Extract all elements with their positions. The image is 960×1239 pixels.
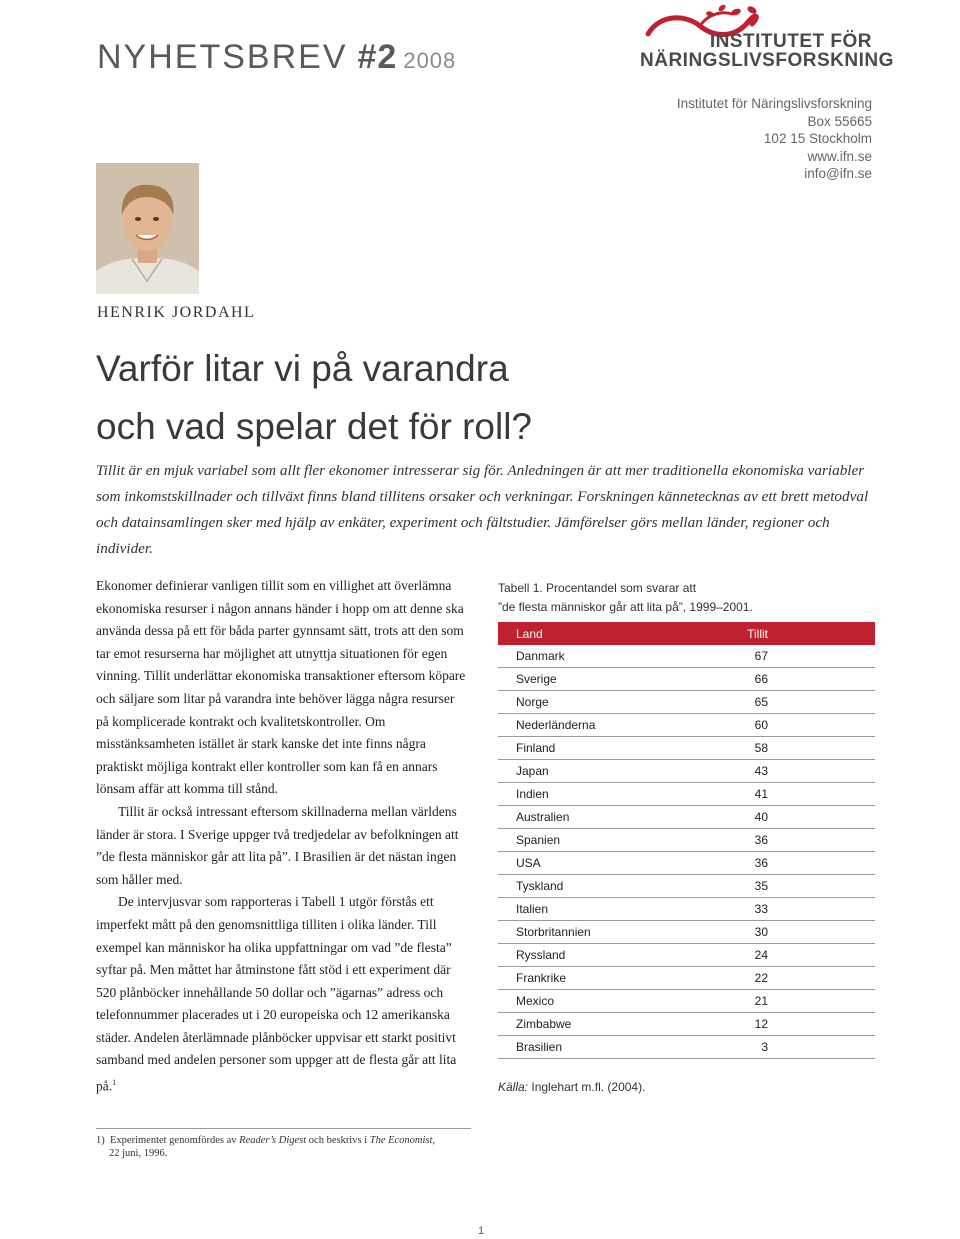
masthead-year: 2008 [403, 48, 457, 73]
table-header-row [498, 622, 875, 645]
logo-wordmark [640, 31, 894, 71]
table-source [498, 1080, 645, 1094]
row-country: Japan [498, 760, 661, 783]
row-value: 3 [661, 1036, 875, 1059]
row-country: Finland [498, 737, 661, 760]
footnote-reference[interactable]: 1 [112, 1078, 117, 1088]
row-country: Italien [498, 898, 661, 921]
article-title [96, 340, 532, 456]
address-name: Institutet för Näringslivsforskning [676, 96, 872, 111]
body-paragraph-1: Ekonomer definierar vanligen tillit som en villighet att överlämna ekonomiska resurser i någon annans händer i hopp om att denne ska använda dessa på ett för båda parter gynnsamt sätt, trots att den som tar emot resurserna har möjlighet att utnyttja situationen för egen vinning. Tillit underlättar ekonomiska transaktioner eftersom köpare och säljare som litar på varandra inte behöver lägga några resurser på komplicerade kontrakt och kvalitetskontroller. Om misstänksamheten istället är stark kanske det inte finns några praktiskt möjliga kontrakt eller kontroller som kan få en annars lönsam affär att komma till stånd. [96, 578, 466, 797]
row-country: Zimbabwe [498, 1013, 661, 1036]
row-value: 58 [661, 737, 875, 760]
trust-table [498, 622, 875, 1059]
row-value: 65 [661, 691, 875, 714]
row-country: Frankrike [498, 967, 661, 990]
author-photo [96, 163, 199, 294]
footnote [96, 1134, 476, 1160]
table-caption [498, 579, 753, 617]
footnote-text-b: och beskrivs i [308, 1135, 368, 1146]
row-country: Tyskland [498, 875, 661, 898]
article-lead: Tillit är en mjuk variabel som allt fler ekonomer intresserar sig för. Anledningen är att mer traditionella ekonomiska variabler som inkomstskillnader och tillväxt finns bland tillitens orsaker och verkningar. Forskningen kännetecknas av ett brett metodval och datainsamlingen sker med hjälp av enkäter, experiment och fältstudier. Jämförelser görs mellan länder, regioner och individer. [96, 462, 869, 557]
source-text: Inglehart m.fl. (2004). [531, 1080, 646, 1094]
table-row [498, 921, 875, 944]
row-value: 36 [661, 852, 875, 875]
title-line2: och vad spelar det för roll? [96, 406, 533, 447]
row-country: Spanien [498, 829, 661, 852]
table-row [498, 898, 875, 921]
footnote-text-c: 22 juni, 1996. [109, 1148, 168, 1159]
footnote-divider [96, 1128, 471, 1129]
body-paragraph-2: Tillit är också intressant eftersom skillnaderna mellan världens länder är stora. I Sverige uppger två tredjedelar av befolkningen att ”de flesta människor går att lita på”. I Brasilien är det nästan ingen som håller med. [96, 803, 459, 887]
masthead-title: NYHETSBREV [97, 38, 348, 76]
table-row [498, 1036, 875, 1059]
row-country: Mexico [498, 990, 661, 1013]
table-row [498, 645, 875, 668]
row-value: 40 [661, 806, 875, 829]
article-body [96, 575, 466, 1098]
row-value: 12 [661, 1013, 875, 1036]
row-value: 30 [661, 921, 875, 944]
address-email-link[interactable]: info@ifn.se [804, 166, 872, 181]
row-value: 43 [661, 760, 875, 783]
footnote-pub1: Reader’s Digest [239, 1135, 307, 1146]
row-value: 36 [661, 829, 875, 852]
row-country: Sverige [498, 668, 661, 691]
body-paragraph-3 [96, 891, 466, 1098]
table-row [498, 783, 875, 806]
table-row [498, 852, 875, 875]
logo-line2: NÄRINGSLIVSFORSKNING [640, 50, 894, 71]
institute-address [677, 95, 872, 183]
footnote-text-a: Experimentet genomfördes av [110, 1135, 237, 1146]
table-row [498, 806, 875, 829]
row-country: Danmark [498, 645, 661, 668]
table-row [498, 691, 875, 714]
table-row [498, 714, 875, 737]
row-country: Brasilien [498, 1036, 661, 1059]
masthead-issue: #2 [357, 38, 398, 76]
address-box: Box 55665 [807, 113, 872, 129]
table-row [498, 668, 875, 691]
row-value: 35 [661, 875, 875, 898]
newsletter-masthead [97, 38, 456, 77]
row-value: 22 [661, 967, 875, 990]
address-city: 102 15 Stockholm [763, 131, 872, 146]
page-number: 1 [478, 1225, 485, 1237]
row-value: 24 [661, 944, 875, 967]
header-country: Land [498, 622, 661, 645]
row-value: 67 [661, 645, 875, 668]
table-caption-line1: Tabell 1. Procentandel som svarar att [498, 581, 697, 595]
row-country: Indien [498, 783, 661, 806]
row-value: 21 [661, 990, 875, 1013]
table-row [498, 944, 875, 967]
table-row [498, 990, 875, 1013]
table-row [498, 967, 875, 990]
row-value: 60 [661, 714, 875, 737]
author-name: HENRIK JORDAHL [97, 304, 256, 321]
logo-line1: INSTITUTET FÖR [709, 31, 872, 52]
header-value: Tillit [661, 622, 875, 645]
footnote-pub2: The Economist, [369, 1135, 436, 1146]
title-line1: Varför litar vi på varandra [96, 348, 509, 389]
row-country: Nederländerna [498, 714, 661, 737]
table-row [498, 1013, 875, 1036]
row-value: 66 [661, 668, 875, 691]
table-caption-line2: ”de flesta människor går att lita på”, 1999–2001. [498, 600, 753, 614]
address-web-link[interactable]: www.ifn.se [807, 148, 872, 164]
table-row [498, 760, 875, 783]
row-country: USA [498, 852, 661, 875]
table-row [498, 737, 875, 760]
source-label: Källa: [498, 1080, 529, 1094]
table-row [498, 875, 875, 898]
body-paragraph-3-text: De intervjusvar som rapporteras i Tabell 1 utgör förstås ett imperfekt mått på den genomsnittliga tilliten i olika länder. Till exempel kan människor ha olika uppfattningar om vad ”de flesta” syftar på. Men måttet har åtminstone fått stöd i ett experiment där 520 plånböcker innehållande 50 dollar och ”ägarnas” adress och telefonnummer placerades ut i 20 europeiska och 12 amerikanska städer. Andelen återlämnade plånböcker uppvisar ett starkt positivt samband med andelen personer som uppger att de flesta går att lita på. [96, 894, 457, 1094]
row-country: Storbritannien [498, 921, 661, 944]
row-country: Ryssland [498, 944, 661, 967]
row-value: 33 [661, 898, 875, 921]
footnote-marker: 1) [96, 1135, 105, 1146]
table-row [498, 829, 875, 852]
row-value: 41 [661, 783, 875, 806]
row-country: Norge [498, 691, 661, 714]
row-country: Australien [498, 806, 661, 829]
